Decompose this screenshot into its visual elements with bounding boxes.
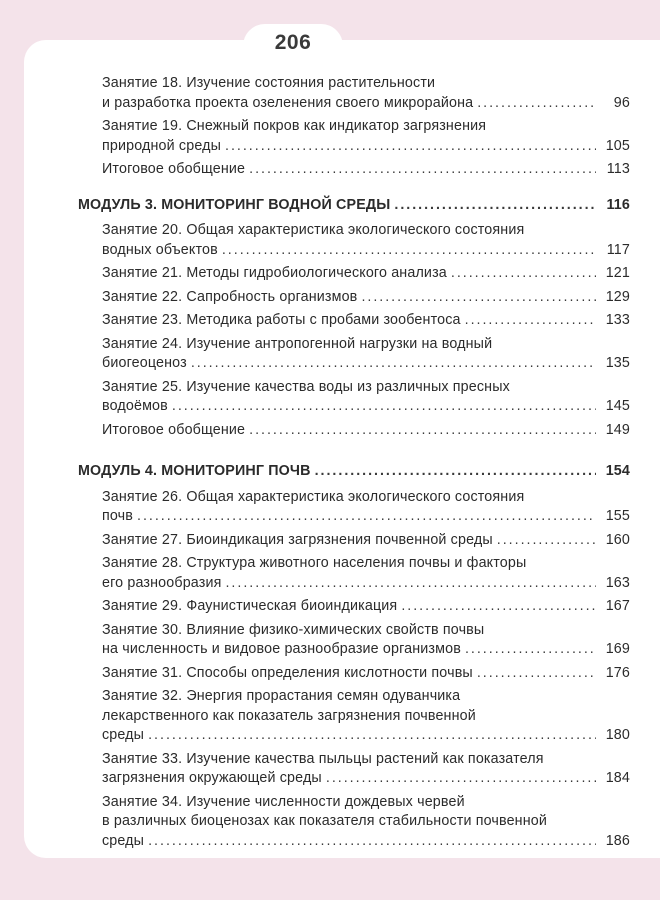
entry-title-text: водоёмов	[102, 398, 168, 414]
entry-title-line: Занятие 18. Изучение состояния растительности	[102, 75, 436, 91]
entry-title-line: Занятие 33. Изучение качества пыльцы растений как показателя	[102, 750, 544, 767]
toc-entry	[78, 750, 630, 789]
dot-leader	[148, 832, 596, 852]
entry-last-line	[102, 640, 630, 660]
entry-last-line	[102, 264, 630, 284]
entry-title-text: среды	[102, 727, 145, 743]
toc-entry	[78, 621, 630, 660]
dot-leader	[361, 288, 596, 308]
entry-title-line: в различных биоценозах как показателя стабильности почвенной	[102, 813, 547, 829]
dot-leader	[394, 196, 596, 216]
entry-last-line	[102, 574, 630, 594]
entry-title-text: почв	[102, 508, 134, 524]
toc-entry	[78, 221, 630, 260]
entry-title-line: Занятие 30. Влияние физико-химических свойств почвы	[102, 621, 485, 638]
dot-leader	[477, 94, 596, 114]
module-heading	[78, 462, 630, 482]
dot-leader	[225, 137, 596, 157]
entry-title-line: Занятие 28. Структура животного населения почвы и факторы	[102, 555, 527, 571]
entry-title-line: Занятие 26. Общая характеристика экологического состояния	[102, 488, 525, 505]
entry-title-line: Занятие 25. Изучение качества воды из различных пресных	[102, 378, 510, 395]
entry-page-number: 133	[605, 312, 630, 328]
toc-entry	[78, 531, 630, 551]
toc-entry	[78, 488, 630, 527]
toc-entry	[78, 597, 630, 617]
entry-page-number: 116	[606, 196, 630, 213]
dot-leader	[222, 241, 596, 261]
entry-page-number: 163	[605, 574, 630, 591]
dot-leader	[497, 531, 596, 551]
toc-entry	[78, 554, 630, 593]
entry-title-line: Занятие 19. Снежный покров как индикатор загрязнения	[102, 118, 487, 134]
entry-title-line: Занятие 32. Энергия прорастания семян одуванчика	[102, 688, 461, 704]
entry-title-text: и разработка проекта озеленения своего микрорайона	[102, 94, 474, 111]
dot-leader	[191, 354, 596, 374]
entry-title-line: Занятие 34. Изучение численности дождевых червей	[102, 793, 465, 810]
entry-last-line	[102, 531, 630, 551]
dot-leader	[148, 726, 596, 746]
page-number: 206	[274, 31, 312, 54]
entry-title-text: Итоговое обобщение	[102, 421, 246, 438]
entry-page-number: 154	[605, 463, 630, 479]
toc-entry	[78, 687, 630, 746]
entry-page-number: 180	[605, 727, 630, 743]
toc-entry	[78, 378, 630, 417]
entry-last-line	[78, 462, 630, 482]
dot-leader	[137, 507, 596, 527]
entry-page-number: 135	[605, 355, 630, 371]
entry-title-text: загрязнения окружающей среды	[102, 770, 322, 786]
entry-last-line	[102, 832, 630, 852]
entry-title-text: МОДУЛЬ 4. МОНИТОРИНГ ПОЧВ	[78, 463, 311, 479]
module-heading	[78, 196, 630, 216]
entry-title-text: Занятие 22. Сапробность организмов	[102, 288, 358, 305]
entry-last-line	[102, 421, 630, 441]
entry-last-line	[102, 241, 630, 261]
dot-leader	[249, 160, 596, 180]
dot-leader	[315, 462, 596, 482]
entry-last-line	[78, 196, 630, 216]
toc-entry	[78, 288, 630, 308]
entry-last-line	[102, 160, 630, 180]
entry-title-text: Занятие 21. Методы гидробиологического анализа	[102, 265, 447, 281]
toc-entry	[78, 421, 630, 441]
entry-title-text: Занятие 27. Биоиндикация загрязнения почвенной среды	[102, 531, 493, 548]
dot-leader	[477, 664, 596, 684]
entry-page-number: 186	[605, 832, 630, 849]
entry-title-text: Занятие 31. Способы определения кислотности почвы	[102, 664, 473, 681]
entry-last-line	[102, 397, 630, 417]
entry-page-number: 184	[605, 770, 630, 786]
entry-title-text: его разнообразия	[102, 574, 222, 591]
dot-leader	[451, 264, 596, 284]
entry-page-number: 176	[605, 664, 630, 681]
entry-last-line	[102, 507, 630, 527]
entry-last-line	[102, 354, 630, 374]
entry-title-line: Занятие 20. Общая характеристика экологического состояния	[102, 222, 525, 238]
entry-page-number: 121	[605, 265, 630, 281]
entry-last-line	[102, 94, 630, 114]
entry-title-text: на численность и видовое разнообразие организмов	[102, 641, 461, 657]
dot-leader	[225, 574, 596, 594]
entry-page-number: 117	[606, 241, 630, 258]
dot-leader	[465, 311, 596, 331]
entry-page-number: 169	[605, 641, 630, 657]
entry-page-number: 149	[605, 421, 630, 438]
entry-title-text: среды	[102, 832, 145, 849]
entry-title-text: биогеоценоз	[102, 355, 187, 371]
dot-leader	[401, 597, 596, 617]
entry-page-number: 96	[613, 94, 630, 111]
table-of-contents	[78, 74, 630, 855]
entry-title-text: Занятие 23. Методика работы с пробами зообентоса	[102, 312, 461, 328]
entry-title-line: лекарственного как показатель загрязнения почвенной	[102, 707, 476, 724]
entry-title-line: Занятие 24. Изучение антропогенной нагрузки на водный	[102, 335, 493, 352]
toc-entry	[78, 74, 630, 113]
toc-entry	[78, 117, 630, 156]
dot-leader	[326, 769, 596, 789]
toc-entry	[78, 335, 630, 374]
entry-title-text: водных объектов	[102, 241, 218, 258]
entry-page-number: 145	[605, 398, 630, 414]
dot-leader	[249, 421, 596, 441]
entry-last-line	[102, 311, 630, 331]
entry-last-line	[102, 137, 630, 157]
entry-page-number: 160	[605, 531, 630, 548]
toc-entry	[78, 160, 630, 180]
toc-entry	[78, 793, 630, 852]
entry-last-line	[102, 664, 630, 684]
entry-last-line	[102, 597, 630, 617]
entry-page-number: 129	[605, 288, 630, 305]
entry-page-number: 155	[605, 508, 630, 524]
toc-entry	[78, 311, 630, 331]
entry-title-text: Занятие 29. Фаунистическая биоиндикация	[102, 598, 398, 614]
entry-last-line	[102, 769, 630, 789]
entry-page-number: 167	[605, 598, 630, 614]
entry-page-number: 113	[606, 161, 630, 177]
entry-last-line	[102, 288, 630, 308]
dot-leader	[465, 640, 596, 660]
toc-entry	[78, 664, 630, 684]
entry-title-text: МОДУЛЬ 3. МОНИТОРИНГ ВОДНОЙ СРЕДЫ	[78, 196, 391, 213]
entry-last-line	[102, 726, 630, 746]
entry-page-number: 105	[605, 137, 630, 154]
entry-title-text: Итоговое обобщение	[102, 161, 246, 177]
dot-leader	[172, 397, 596, 417]
toc-entry	[78, 264, 630, 284]
entry-title-text: природной среды	[102, 137, 222, 154]
